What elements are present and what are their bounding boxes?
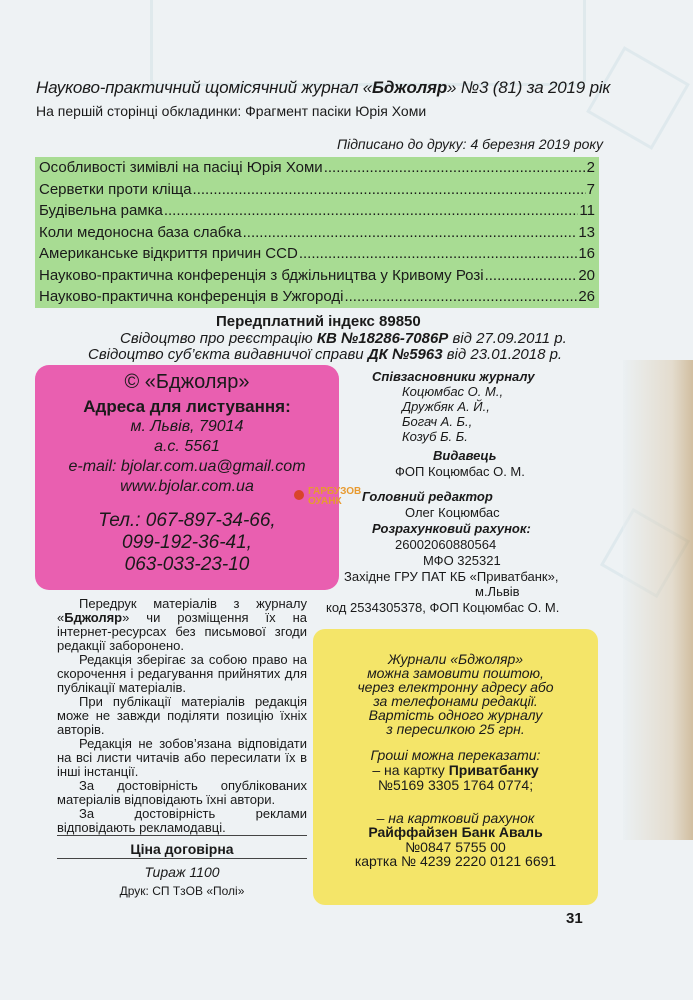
copyright: © «Бджоляр» [124,371,250,393]
legal-paragraph: За достовірність опублікованих матеріалів відповідають їхні автори. [57,778,307,807]
website-link[interactable]: www.bjolar.com.ua [120,478,254,495]
signed-to-print: Підписано до друку: 4 березня 2019 року [336,136,603,152]
publisher-name: ФОП Коцюмбас О. М. [395,464,525,479]
phone-3[interactable]: 063-033-23-10 [124,554,250,575]
magazine-title-line: Науково-практичний щомісячний журнал «Бджоляр» №3 (81) за 2019 рік [36,78,611,97]
divider [57,858,307,859]
order-line: – на картковий рахунок [376,810,535,826]
legal-paragraph: Редакція зберігає за собою право на скорочення і редагування прийнятих для публікації матеріалів. [57,652,307,695]
bank-city: м.Львів [475,584,520,599]
account-number: 26002060880564 [395,537,497,552]
legal-paragraph: При публікації матеріалів редакція може не завжди поділяти позицію їхніх авторів. [57,694,307,737]
toc-item[interactable]: Серветки проти кліща ..... 7 [35,179,599,201]
editor-heading: Головний редактор [362,489,493,504]
order-info-box [313,629,598,905]
toc-item[interactable]: Американське відкриття причин CCD ..... 16 [35,243,599,265]
email-link[interactable]: e-mail: bjolar.com.ua@gmail.com [68,458,306,475]
toc-item[interactable]: Науково-практична конференція в Ужгороді ..... 26 [35,286,599,308]
table-of-contents [35,157,599,308]
contact-box [35,365,339,590]
toc-item[interactable]: Коли медоносна база слабка ..... 13 [35,222,599,244]
price-label: Ціна договірна [130,841,234,857]
bank-name: Райффайзен Банк Аваль [368,824,543,840]
transfer-heading: Гроші можна переказати: [370,747,541,763]
pumpkin-logo-icon [294,490,304,500]
order-line: Журнали «Бджоляр» [387,651,524,667]
address-heading: Адреса для листування: [83,397,291,416]
divider [57,835,307,836]
bank-name: Західне ГРУ ПАТ КБ «Приватбанк», [344,569,559,584]
card-number: №5169 3305 1764 0774; [377,777,534,793]
toc-item[interactable]: Особливості зимівлі на пасіці Юрія Хоми ..... 2 [35,157,599,179]
cover-note: На першій сторінці обкладинки: Фрагмент пасіки Юрія Хоми [36,103,427,119]
card-number: картка № 4239 2220 0121 6691 [354,853,557,869]
editor-name: Олег Коцюмбас [405,505,500,520]
account-number: №0847 5755 00 [405,839,506,855]
honeycomb-decoration [586,46,690,150]
legal-notes [57,597,307,835]
bank-mfo: МФО 325321 [423,553,501,568]
founder-name: Дружбяк А. Й., [402,399,490,414]
publisher-certificate: Свідоцтво суб’єкта видавничої справи ДК №5963 від 23.01.2018 р. [88,346,563,363]
subscription-index: Передплатний індекс 89850 [216,313,421,330]
registration-certificate: Свідоцтво про реєстрацію КВ №18286-7086Р від 27.09.2011 р. [120,330,567,347]
order-line: з пересилкою 25 грн. [386,721,525,737]
watermark-logo-text: ГАРБУЗОВ ОУАНК [308,486,362,507]
phone-1[interactable]: Тел.: 067-897-34-66, [98,510,276,531]
address-city: м. Львів, 79014 [130,418,244,435]
founder-name: Козуб Б. Б. [402,429,468,444]
phone-2[interactable]: 099-192-36-41, [122,532,252,553]
print-run: Тираж 1100 [144,864,220,880]
legal-paragraph: За достовірність реклами відповідають рекламодавці. [57,806,307,835]
founders-heading: Співзасновники журналу [372,369,535,384]
legal-paragraph: Редакція не зобов’язана відповідати на всі листи читачів або пересилати їх в інші інстанції. [57,736,307,779]
order-line: за телефонами редакції. [373,693,538,709]
order-line: Вартість одного журналу [368,707,543,723]
order-line: – на картку Приватбанку [372,762,539,778]
order-line: можна замовити поштою, [367,665,544,681]
account-heading: Розрахунковий рахунок: [372,521,531,536]
tax-code: код 2534305378, ФОП Коцюмбас О. М. [326,600,560,615]
founder-name: Богач А. Б., [402,414,473,429]
order-line: через електронну адресу або [357,679,554,695]
toc-item[interactable]: Науково-практична конференція з бджільництва у Кривому Розі ..... 20 [35,265,599,287]
background-photo-strip [623,360,693,840]
cover-watermark-frame [150,0,586,86]
founder-name: Коцюмбас О. М., [402,384,504,399]
printer: Друк: СП ТзОВ «Полі» [119,884,245,898]
address-po-box: а.с. 5561 [154,438,220,455]
publisher-heading: Видавець [433,448,497,463]
toc-item[interactable]: Будівельна рамка ..... 11 [35,200,599,222]
legal-paragraph: Передрук матеріалів з журналу «Бджоляр» чи розміщення їх на інтернет-ресурсах без письмової згоди редакції заборонено. [57,596,307,653]
page-number: 31 [566,910,583,927]
